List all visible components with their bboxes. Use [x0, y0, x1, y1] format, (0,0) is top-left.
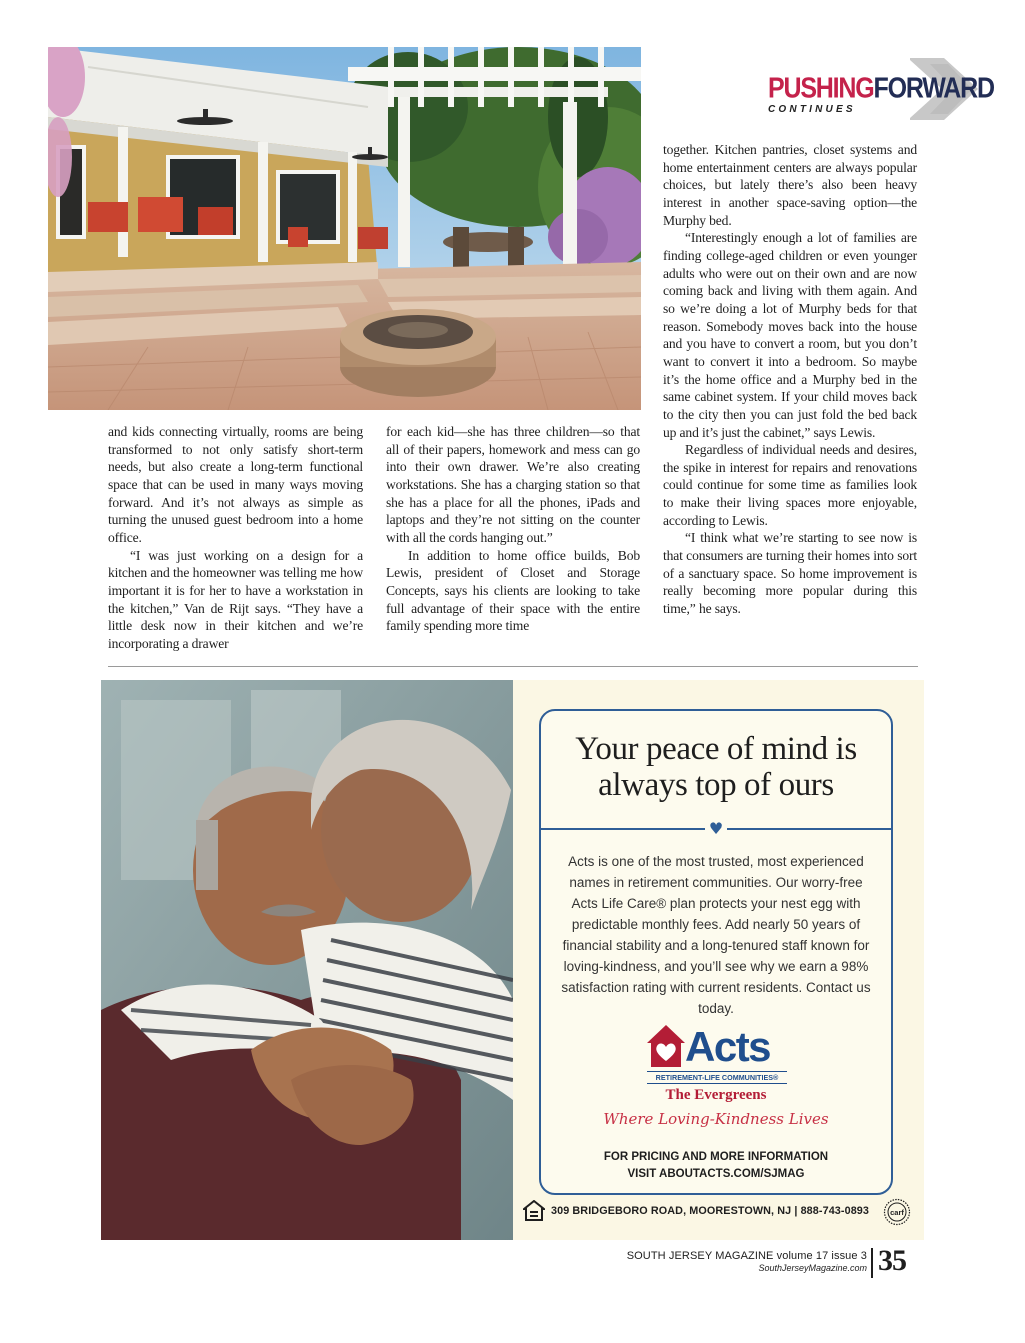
article-paragraph: “Interestingly enough a lot of families are finding college-aged children or even younger adults who were out on their own and are now coming back and living with them again. And so we’re doing a lot of Murphy beds for that reason. Somebody moves back into the house and you have to convert a room, but you don’t want to convert it into a bedroom. So maybe it’s the home office and a Murphy bed in the same cabinet system. If your child moves back to the city then you can just fold the bed back up and it’s just the cabinet,” says Lewis. [663, 230, 917, 440]
acts-logo [647, 1025, 787, 1085]
couple-illustration [101, 680, 513, 1240]
article-paragraph: and kids connecting virtually, rooms are being transformed to not only satisfy short-term needs, but also create a long-term functional space that can be used in many ways moving forward. And it’s not always as simple as turning the unused guest bedroom into a home office. [108, 424, 363, 545]
article-paragraph: “I was just working on a design for a kitchen and the homeowner was telling me how important it is for her to have a workstation in the kitchen,” Van de Rijt says. “They have a little desk now in their kitchen and we’re incorporating a drawer [108, 547, 363, 651]
ad-headline-line2: always top of ours [598, 767, 834, 803]
carf-seal-icon [883, 1198, 911, 1226]
patio-photo [48, 47, 641, 410]
ad-address-row [513, 1198, 924, 1226]
ad-panel [539, 709, 893, 1195]
section-subtitle: CONTINUES [768, 104, 856, 115]
house-heart-icon [647, 1025, 685, 1067]
section-title-word2: FORWARD [873, 72, 994, 105]
article-paragraph: for each kid—she has three children—so that all of their papers, homework and mess can go into their own drawer. We’re also creating workstations. She has a charging station so that she has a place for all the phones, iPads and laptops and they’re not sitting on the counter with all the cords hanging out.” [386, 424, 640, 545]
section-header [760, 58, 994, 120]
patio-illustration [48, 47, 641, 410]
ad-cta [541, 1149, 891, 1183]
section-title [768, 72, 994, 105]
article-paragraph: together. Kitchen pantries, closet systems and home entertainment centers are always popular choices, but lately there’s also been heavy interest in another space-saving option—the Murphy bed. [663, 142, 917, 228]
footer-divider [871, 1248, 873, 1278]
ad-headline-line1: Your peace of mind is [575, 731, 857, 767]
section-divider [108, 666, 918, 667]
ad-body: Acts is one of the most trusted, most experienced names in retirement communities. Our worry-free Acts Life Care® plan protects your nest egg with predictable monthly fees. Add nearly 50 years of financial stability and a long-tenured staff known for loving-kindness, and you’ll see why we earn a 98% satisfaction rating with current residents. Contact us today. [561, 854, 871, 1016]
ad-motto: Where Loving-Kindness Lives [603, 1110, 829, 1128]
ad-cta-line1: FOR PRICING AND MORE INFORMATION [603, 1151, 829, 1163]
article-paragraph: In addition to home office builds, Bob Lewis, president of Closet and Storage Concepts, says his clients are looking to take full advantage of their space with the entire family spending more time [386, 547, 640, 634]
ad-address: 309 BRIDGEBORO ROAD, MOORESTOWN, NJ | 888-743-0893 [551, 1205, 870, 1217]
article-paragraph: Regardless of individual needs and desires, the spike in interest for repairs and renovations could continue for some time as families look to make their living spaces more enjoyable, according to Lewis. [663, 442, 917, 528]
carf-seal-label: carf [890, 1208, 904, 1217]
acts-logo-name: Acts [685, 1023, 771, 1070]
heart-icon: ♥ [705, 821, 727, 837]
article-column-3 [663, 141, 917, 618]
section-title-word1: PUSHING [768, 72, 874, 105]
equal-housing-icon [523, 1200, 545, 1222]
ad-cta-line2: VISIT ABOUTACTS.COM/SJMAG [627, 1168, 805, 1180]
ad-headline [541, 731, 891, 803]
page-footer [627, 1250, 867, 1274]
page-number: 35 [878, 1244, 906, 1277]
footer-magazine: SOUTH JERSEY MAGAZINE volume 17 issue 3 [626, 1250, 867, 1262]
article-column-1 [108, 423, 363, 653]
article-paragraph: “I think what we’re starting to see now is that consumers are turning their homes into sort of a sanctuary space. So home improvement is really becoming more popular during this time,” he says. [663, 530, 917, 617]
couple-photo [101, 680, 513, 1240]
acts-advertisement [101, 680, 924, 1240]
footer-website: SouthJerseyMagazine.com [758, 1263, 867, 1273]
acts-logo-tagline: RETIREMENT-LIFE COMMUNITIES® [647, 1071, 787, 1084]
article-column-2 [386, 423, 640, 635]
community-name: The Evergreens [665, 1087, 767, 1103]
